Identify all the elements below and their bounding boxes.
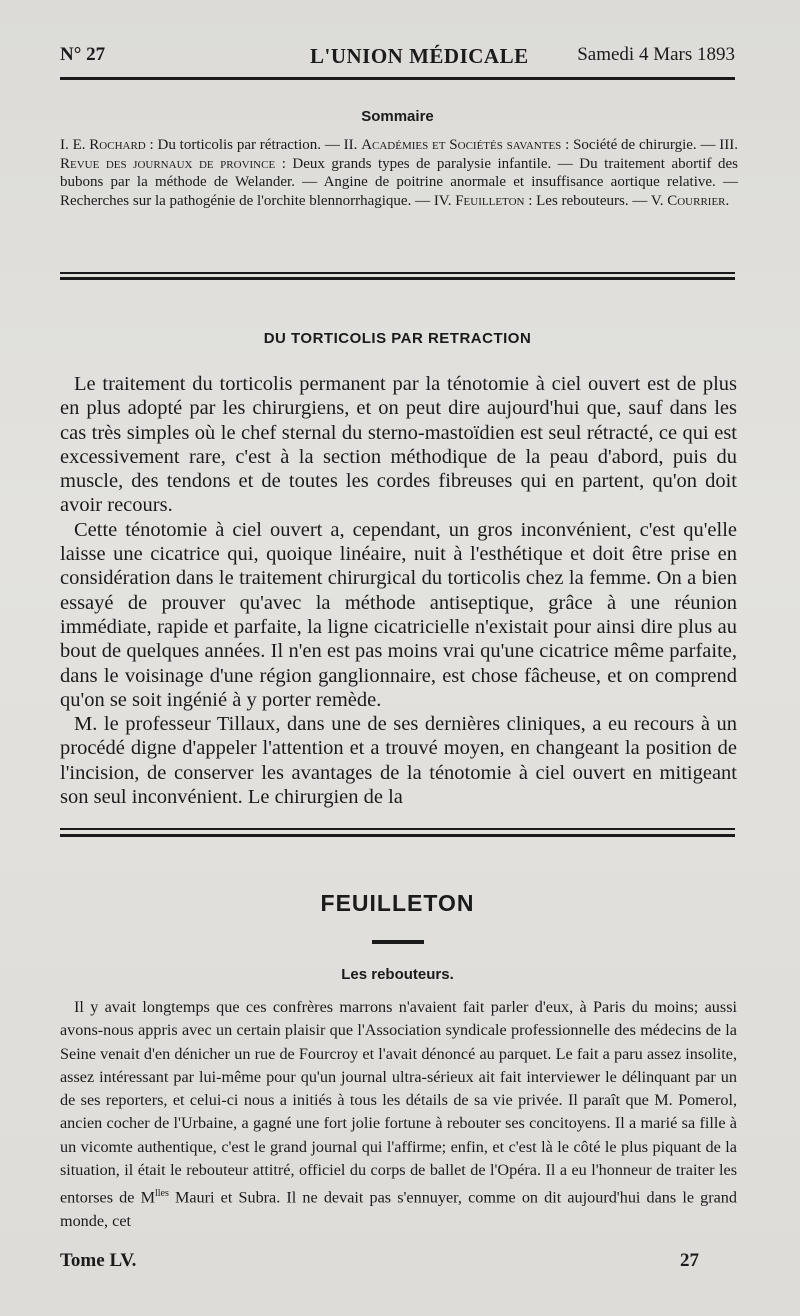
article-paragraph: Le traitement du torticolis permanent par la ténotomie à ciel ouvert est de plus en plus adopté par les chirurgiens, et on peut dire aujourd'hui que, sauf dans les cas très simples où le chef sternal du sterno-mastoïdien est seul rétracté, ce qui est excessivement rare, c'est à la section méthodique de la peau d'abord, puis du muscle, des tendons et de toutes les cordes fibreuses qui en partent, qu'on doit avoir recours. — [60, 373, 737, 517]
feuilleton-text-end: Mauri et Subra. Il ne devait pas s'ennuyer, comme on dit aujourd'hui dans le grand monde, cet — [60, 1188, 737, 1231]
feuilleton-text-main: Il y avait longtemps que ces confrères marrons n'avaient fait parler d'eux, à Paris du moins; aussi avons-nous appris avec un certain plaisir que l'Association syndicale professionnelle des médecins de la Seine venait d'en dénicher un rue de Fourcroy et l'avait dénoncé au parquet. Le fait a paru assez insolite, assez intéressant par lui-même pour qu'un journal ultra-sérieux ait fait interviewer le délinquant par un de ses reporters, et celui-ci nous a initiés à tous les détails de sa vie privée. Il paraît que M. Pomerol, ancien cocher de l'Urbaine, a gagné une fort jolie fortune à rebouter ses concitoyens. Il a marié sa fille à un vicomte authentique, c'est le grand journal qui l'affirme; enfin, et c'est là le côté le plus piquant de la situation, il était le rebouteur attitré, officiel du corps de ballet de l'Opéra. Il a eu l'honneur de traiter les entorses de M — [60, 998, 737, 1207]
article-body — [60, 372, 737, 809]
feuilleton-divider — [372, 940, 424, 944]
feuilleton-body — [60, 996, 737, 1233]
sommaire-item3-heading: Revue des journaux de province — [60, 155, 276, 172]
sommaire-author: E. Rochard — [72, 137, 146, 153]
sommaire-item3-text: : Deux grands types de paralysie infantile. — Du traitement abortif des bubons par la méthode de Welander. — Angine de poitrine anormale et insuffisance aortique relative. — Recherches sur la pathogénie de l'orchite blennorrhagique. — IV. — [60, 155, 738, 209]
sommaire-item1-text: : Du torticolis par rétraction. — II. — [145, 137, 362, 153]
sommaire-item4-heading: Feuilleton — [455, 192, 525, 209]
journal-title: L'UNION MÉDICALE — [310, 44, 529, 68]
issue-number: N° 27 — [60, 44, 106, 65]
sommaire-contents — [60, 136, 738, 210]
article-title: DU TORTICOLIS PAR RETRACTION — [263, 330, 532, 347]
sommaire-rule-2 — [60, 277, 735, 280]
feuilleton-title: FEUILLETON — [320, 890, 475, 916]
sommaire-item5-heading: Courrier. — [667, 192, 730, 209]
sommaire-title: Sommaire — [361, 108, 434, 125]
page-header — [60, 44, 735, 74]
issue-date: Samedi 4 Mars 1893 — [577, 44, 735, 65]
feuilleton-text-sup: lles — [154, 1188, 169, 1200]
sommaire-item4-text: : Les rebouteurs. — V. — [524, 192, 668, 209]
feuilleton-subtitle: Les rebouteurs. — [341, 966, 454, 983]
sommaire-rule-1 — [60, 272, 735, 274]
feuilleton-rule-2 — [60, 834, 735, 837]
page-number: 27 — [680, 1250, 699, 1271]
sommaire-item2-heading: Académies et Sociétés savantes — [361, 137, 562, 153]
feuilleton-rule-1 — [60, 828, 735, 830]
sommaire-item2-text: : Société de chirurgie. — III. — [561, 137, 738, 153]
article-paragraph: Cette ténotomie à ciel ouvert a, cependant, un gros inconvénient, c'est qu'elle laisse une cicatrice qui, quoique linéaire, nuit à l'esthétique et doit être prise en considération dans le traitement chirurgical du torticolis chez la femme. On a bien essayé de prouver qu'avec la méthode antiseptique, grâce à une réunion immédiate, rapide et parfaite, la ligne cicatricielle n'existait pour ainsi dire plus au bout de quelques années. Il n'en est pas moins vrai qu'une cicatrice même parfaite, dans le voisinage d'une région ganglionnaire, est chose fâcheuse, et on comprend qu'on se soit ingénié à y porter remède. — [60, 518, 737, 711]
feuilleton-paragraph — [60, 996, 737, 1233]
sommaire-prefix: I. — [60, 137, 69, 153]
volume-label: Tome LV. — [60, 1250, 137, 1271]
header-rule — [60, 77, 735, 80]
article-paragraph: M. le professeur Tillaux, dans une de ses dernières cliniques, a eu recours à un procédé digne d'appeler l'attention et a trouvé moyen, en changeant la position de l'incision, de conserver les avantages de la ténotomie à ciel ouvert en mitigeant son seul inconvénient. Le chirurgien de la — [60, 713, 737, 809]
